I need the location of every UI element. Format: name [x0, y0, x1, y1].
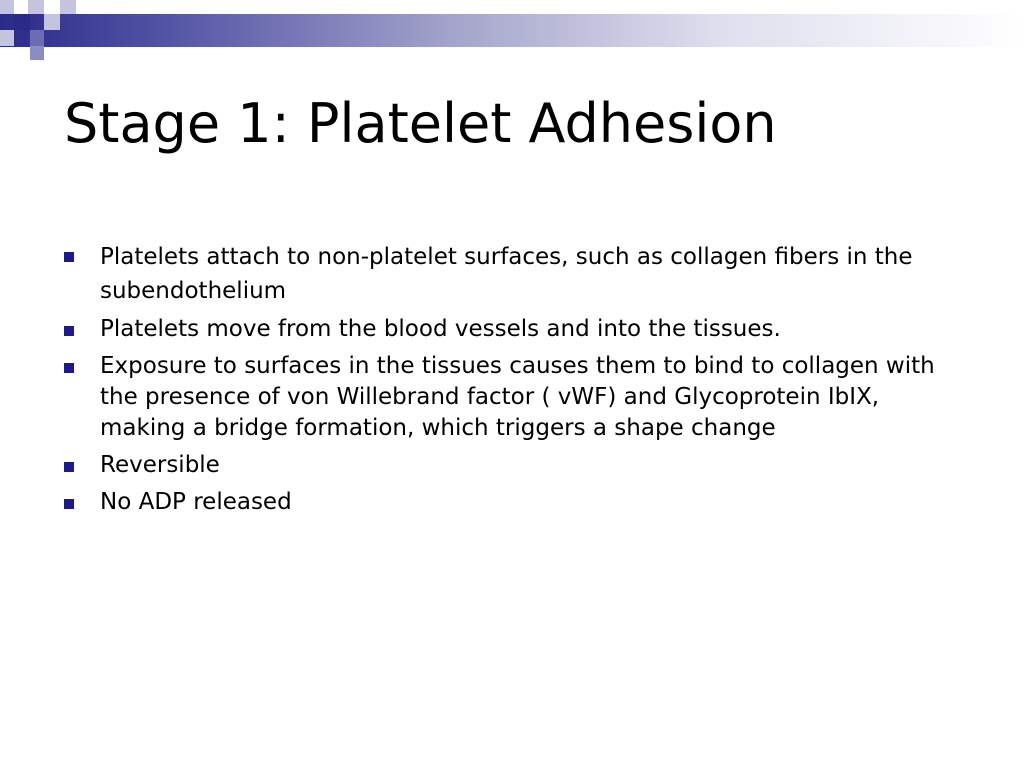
bullet-text: Exposure to surfaces in the tissues causes them to bind to collagen with the presence of von Willebrand factor ( vWF) and Glycoprotein IbIX, making a bridge formation, which triggers a shape change [100, 353, 935, 441]
bullet-text: No ADP released [100, 489, 292, 515]
slide-title: Stage 1: Platelet Adhesion [64, 92, 777, 155]
decor-square [0, 30, 14, 46]
header-gradient-band [0, 14, 1024, 47]
bullet-list [64, 240, 964, 524]
decor-square [60, 0, 76, 14]
bullet-item [64, 487, 964, 518]
square-bullet-icon [64, 462, 74, 472]
bullet-item [64, 240, 964, 308]
decor-square [30, 30, 44, 46]
bullet-item [64, 450, 964, 481]
decor-square [0, 0, 14, 14]
bullet-item [64, 314, 964, 345]
square-bullet-icon [64, 326, 74, 336]
bullet-text: Reversible [100, 452, 220, 478]
decor-square [14, 0, 28, 14]
square-bullet-icon [64, 363, 74, 373]
bullet-text: Platelets attach to non-platelet surfaces, such as collagen fibers in the subendothelium [100, 244, 913, 304]
decor-square [14, 14, 30, 30]
bullet-text: Platelets move from the blood vessels and into the tissues. [100, 316, 781, 342]
bullet-item [64, 351, 964, 444]
decor-square [44, 14, 60, 30]
square-bullet-icon [64, 499, 74, 509]
decor-square [28, 0, 44, 14]
decor-square [30, 46, 44, 60]
square-bullet-icon [64, 252, 74, 262]
